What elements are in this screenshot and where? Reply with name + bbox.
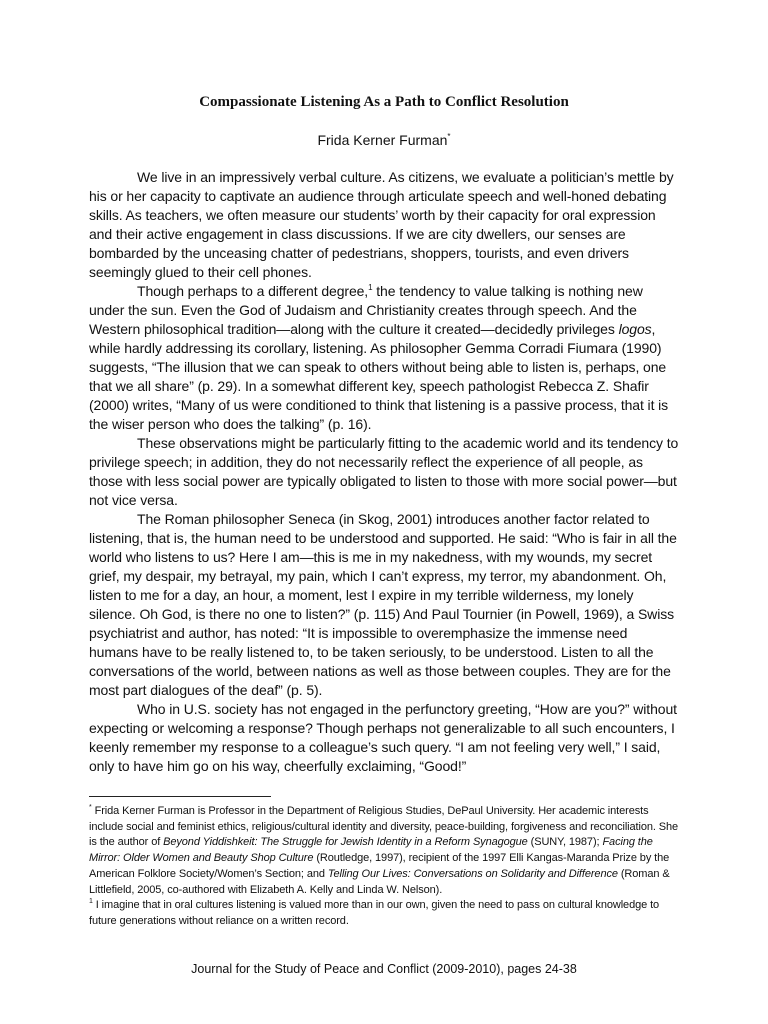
paragraph-2 [89,282,679,434]
author-line [0,130,768,150]
article-body [89,168,679,776]
footnote-author-text-b: (SUNY, 1987); [527,836,603,849]
paragraph-5: Who in U.S. society has not engaged in the perfunctory greeting, “How are you?” without expecting or welcoming a response? Though perhaps not generalizable to all such encounters, I keenly remember my response to a colleague’s such query. “I am not feeling very well,” I said, only to have him go on his way, cheerfully exclaiming, “Good!” [89,701,677,774]
footnote-1-text: I imagine that in oral cultures listening is valued more than in our own, given the need to pass on cultural knowledge to future generations without reliance on a written record. [89,899,660,927]
paragraph-2-part-c: , while hardly addressing its corollary, listening. As philosopher Gemma Corradi Fiumara (1990) suggests, “The illusion that we can speak to others without being able to listen is, perhaps, one that we all share” (p. 29). In a somewhat different key, speech pathologist Rebecca Z. Shafir (2000) writes, “Many of us were conditioned to think that listening is a passive process, that it is the wiser person who does the talking” (p. 16). [89,321,669,432]
journal-footer: Journal for the Study of Peace and Conflict (2009-2010), pages 24-38 [191,962,577,976]
paragraph-1: We live in an impressively verbal culture. As citizens, we evaluate a politician’s mettle by his or her capacity to captivate an audience through articulate speech and well-honed debating skills. As teachers, we often measure our students’ worth by their capacity for oral expression and their active engagement in class discussions. If we are city dwellers, our senses are bombarded by the unceasing chatter of pedestrians, shoppers, tourists, and even drivers seemingly glued to their cell phones. [89,169,674,280]
footnote-1 [89,898,679,929]
footnote-divider [89,796,271,797]
article-title: Compassionate Listening As a Path to Conflict Resolution [199,94,569,110]
footnote-author-mark: * [89,804,92,811]
author-footnote-mark: * [447,132,451,141]
footnotes [89,804,679,930]
author-name: Frida Kerner Furman [317,132,448,148]
paragraph-2-part-a: Though perhaps to a different degree, [137,283,369,299]
footnote-1-mark: 1 [89,898,93,906]
paragraph-3: These observations might be particularly fitting to the academic world and its tendency to privilege speech; in addition, they do not necessarily reflect the experience of all people, as those with less social power are typically obligated to listen to those with more social power—but not vice versa. [89,435,679,508]
footnote-author-text-c: (Routledge, 1997), recipient of the 1997 Elli Kangas-Maranda Prize by the American Folklore Society/Women’s Section; and [89,852,670,880]
footnote-author-text-a: Frida Kerner Furman is Professor in the Department of Religious Studies, DePaul University. Her academic interests include social and feminist ethics, religious/cultural identity and diversity, peace-building, forgiveness and reconciliation. She is the author of [89,805,679,849]
footnote-ref-1: 1 [368,283,373,292]
book-title-1: Beyond Yiddishkeit: The Struggle for Jewish Identity in a Reform Synagogue [163,836,528,849]
paragraph-2-part-b: the tendency to value talking is nothing new under the sun. Even the God of Judaism and Christianity creates through speech. And the Western philosophical tradition—along with the culture it created—decidedly privileges [89,283,643,337]
footnote-author [89,804,679,898]
logos-term: logos [618,321,652,337]
paragraph-4: The Roman philosopher Seneca (in Skog, 2001) introduces another factor related to listening, that is, the human need to be understood and supported. He said: “Who is fair in all the world who listens to us? Here I am—this is me in my nakedness, with my wounds, my secret grief, my despair, my betrayal, my pain, which I can’t express, my terror, my abandonment. Oh, listen to me for a day, an hour, a moment, lest I expire in my terrible wilderness, my lonely silence. Oh God, is there no one to listen?” (p. 115) And Paul Tournier (in Powell, 1969), a Swiss psychiatrist and author, has noted: “It is impossible to overemphasize the immense need humans have to be really listened to, to be taken seriously, to be understood. Listen to all the conversations of the world, between nations as well as those between couples. They are for the most part dialogues of the deaf” (p. 5). [89,511,677,698]
book-title-2: Facing the Mirror: Older Women and Beauty Shop Culture [89,836,653,865]
footnote-author-text-d: (Roman & Littlefield, 2005, co-authored with Elizabeth A. Kelly and Linda W. Nelson). [89,867,670,896]
book-title-3: Telling Our Lives: Conversations on Solidarity and Difference [327,867,618,880]
